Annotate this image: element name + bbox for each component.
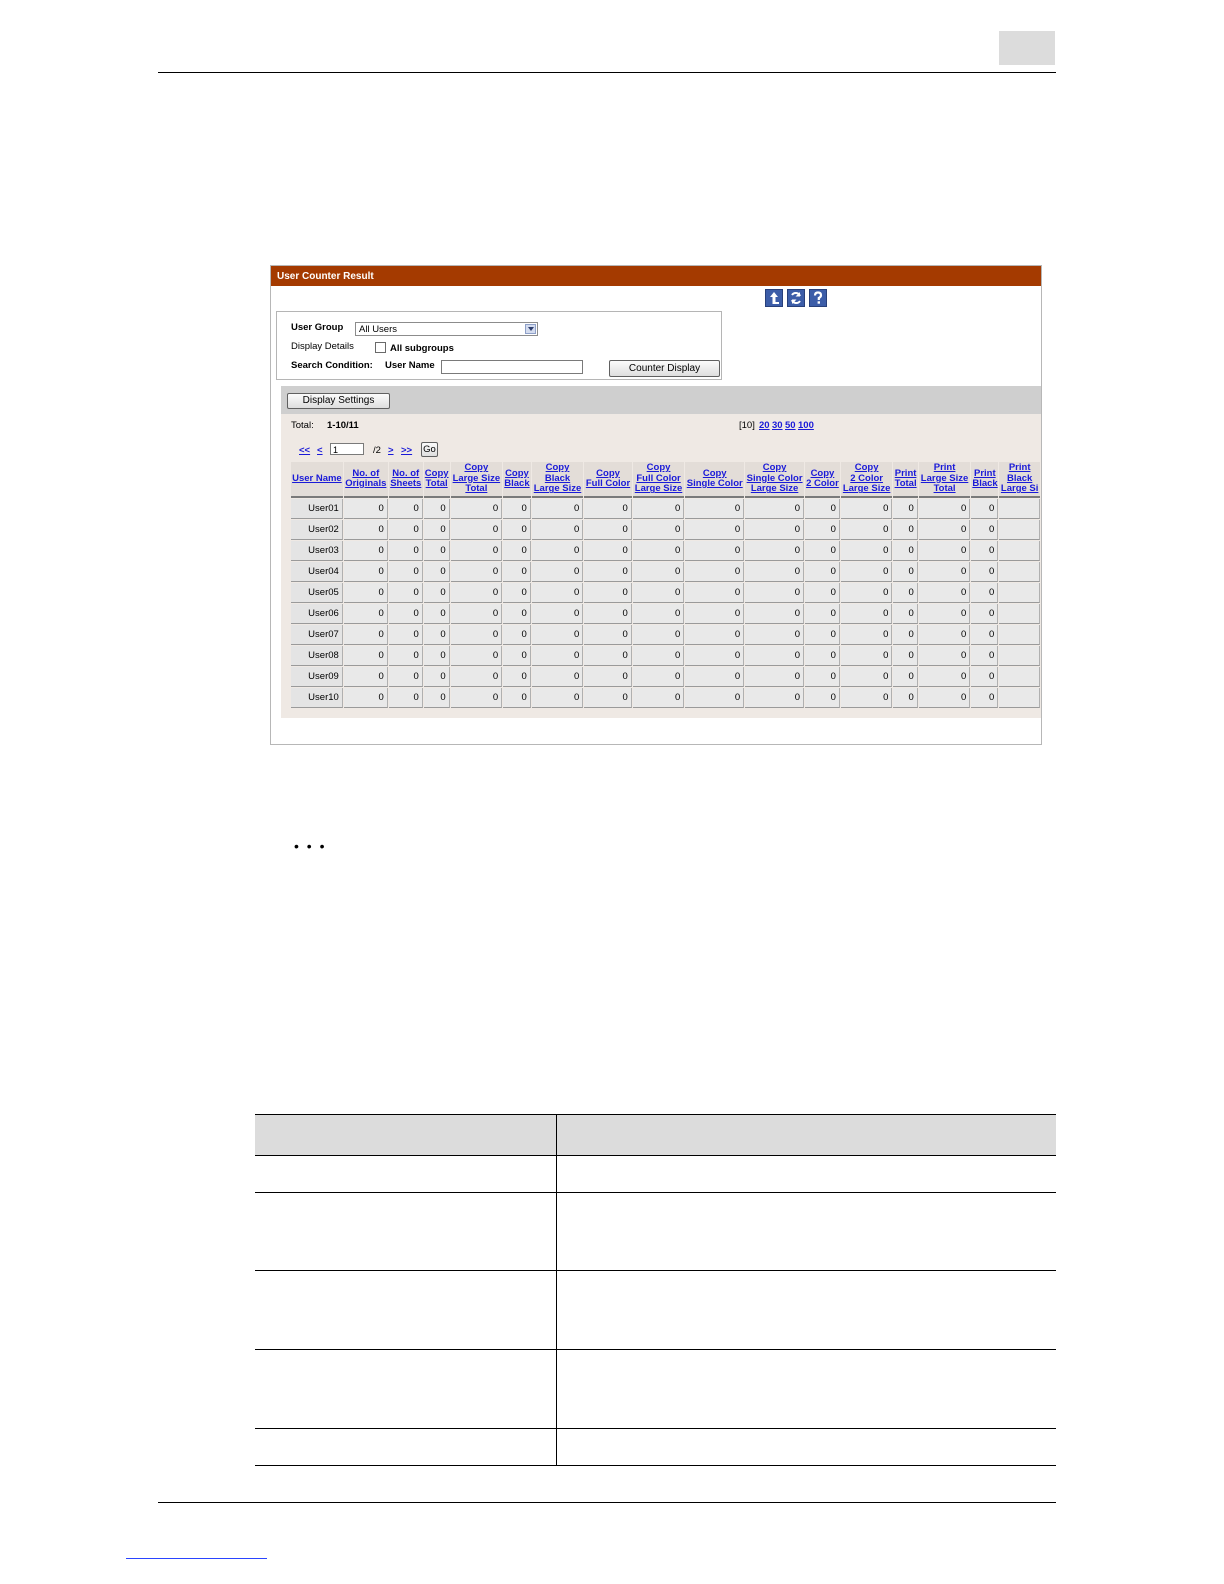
counter-cell: 0 <box>424 604 450 624</box>
counter-cell: 0 <box>841 562 893 582</box>
counter-cell: 0 <box>805 688 840 708</box>
counter-cell: 0 <box>745 625 804 645</box>
counter-cell: 0 <box>503 562 531 582</box>
header-rule <box>158 72 1056 73</box>
counter-cell: 0 <box>745 604 804 624</box>
column-header[interactable] <box>893 462 917 498</box>
counter-cell: 0 <box>389 646 423 666</box>
counter-cell: 0 <box>971 667 998 687</box>
counter-cell: 0 <box>424 520 450 540</box>
column-header[interactable] <box>745 462 804 498</box>
counter-cell <box>999 625 1040 645</box>
counter-cell: 0 <box>919 541 971 561</box>
counter-cell: 0 <box>971 541 998 561</box>
column-header-text: Originals <box>345 478 387 489</box>
counter-cell: 0 <box>685 625 744 645</box>
counter-cell: 0 <box>532 520 584 540</box>
counter-cell: 0 <box>745 688 804 708</box>
per-page-20-link[interactable]: 20 <box>759 420 770 431</box>
counter-cell: 0 <box>503 604 531 624</box>
column-header-text: Print <box>894 467 917 479</box>
per-page-50-link[interactable]: 50 <box>785 420 796 431</box>
counter-cell: 0 <box>805 625 840 645</box>
counter-cell: 0 <box>584 625 632 645</box>
table-row <box>291 646 1040 666</box>
counter-cell: 0 <box>389 541 423 561</box>
go-button[interactable]: Go <box>421 442 438 457</box>
counter-cell: 0 <box>745 520 804 540</box>
column-header-text: Large Size <box>750 483 799 495</box>
column-header-text: Large Size <box>842 483 891 495</box>
prev-page-link[interactable]: < <box>317 445 323 456</box>
counter-cell: 0 <box>841 667 893 687</box>
counter-cell: 0 <box>633 499 685 519</box>
table-row <box>291 541 1040 561</box>
counter-cell: 0 <box>344 625 388 645</box>
column-header[interactable] <box>971 462 998 498</box>
counter-cell: 0 <box>532 646 584 666</box>
counter-cell: 0 <box>532 499 584 519</box>
counter-cell: 0 <box>532 625 584 645</box>
counter-cell: 0 <box>503 688 531 708</box>
counter-cell: 0 <box>805 499 840 519</box>
table-row <box>291 499 1040 519</box>
counter-cell: 0 <box>584 583 632 603</box>
counter-cell: 0 <box>424 541 450 561</box>
doc-table-row <box>255 1271 1056 1350</box>
user-name-cell: User04 <box>291 562 343 582</box>
counter-cell <box>999 499 1040 519</box>
counter-cell: 0 <box>745 562 804 582</box>
counter-cell: 0 <box>841 520 893 540</box>
counter-cell: 0 <box>344 541 388 561</box>
doc-table-row <box>255 1350 1056 1429</box>
counter-cell: 0 <box>685 646 744 666</box>
counter-cell: 0 <box>633 625 685 645</box>
counter-cell: 0 <box>424 646 450 666</box>
column-header-text: Copy <box>854 462 879 474</box>
user-name-cell: User03 <box>291 541 343 561</box>
counter-cell: 0 <box>424 667 450 687</box>
counter-cell: 0 <box>451 604 503 624</box>
table-row <box>291 667 1040 687</box>
column-header[interactable] <box>584 462 632 498</box>
counter-cell: 0 <box>971 520 998 540</box>
table-row <box>291 562 1040 582</box>
column-header-text: Copy <box>545 462 570 474</box>
counter-cell: 0 <box>584 604 632 624</box>
user-name-cell: User05 <box>291 583 343 603</box>
column-header[interactable] <box>841 462 893 498</box>
user-name-input[interactable] <box>441 360 583 374</box>
counter-cell: 0 <box>805 667 840 687</box>
column-header-text: Total <box>894 478 917 489</box>
counter-cell: 0 <box>451 499 503 519</box>
user-name-cell: User06 <box>291 604 343 624</box>
counter-cell: 0 <box>805 583 840 603</box>
search-condition-label: Search Condition: <box>291 360 373 371</box>
counter-cell: 0 <box>532 604 584 624</box>
counter-cell: 0 <box>503 667 531 687</box>
counter-cell: 0 <box>893 688 917 708</box>
doc-table-header <box>255 1115 1056 1156</box>
counter-cell <box>999 604 1040 624</box>
counter-cell: 0 <box>584 520 632 540</box>
counter-cell: 0 <box>532 583 584 603</box>
doc-header-cell <box>255 1115 557 1156</box>
panel-header <box>281 386 1041 414</box>
counter-cell: 0 <box>344 667 388 687</box>
column-header[interactable] <box>532 462 584 498</box>
counter-cell: 0 <box>685 520 744 540</box>
column-header-text: Copy <box>702 467 727 479</box>
column-header[interactable] <box>291 462 343 498</box>
per-page-current: [10] <box>739 420 755 431</box>
counter-cell: 0 <box>344 562 388 582</box>
counter-cell: 0 <box>745 667 804 687</box>
footer-link-underline[interactable] <box>126 1558 267 1559</box>
counter-cell: 0 <box>805 562 840 582</box>
counter-cell: 0 <box>424 499 450 519</box>
counter-cell: 0 <box>633 541 685 561</box>
counter-cell: 0 <box>503 541 531 561</box>
counter-cell: 0 <box>685 583 744 603</box>
total-value: 1-10/11 <box>327 420 359 431</box>
counter-cell: 0 <box>919 583 971 603</box>
counter-cell: 0 <box>344 583 388 603</box>
user-name-cell: User10 <box>291 688 343 708</box>
column-header[interactable] <box>805 462 840 498</box>
header-row <box>291 462 1040 498</box>
counter-cell: 0 <box>919 604 971 624</box>
counter-cell: 0 <box>503 625 531 645</box>
counter-cell: 0 <box>805 541 840 561</box>
column-header-text: Black <box>972 478 998 489</box>
counter-cell: 0 <box>841 604 893 624</box>
counter-cell: 0 <box>893 520 917 540</box>
user-name-cell: User09 <box>291 667 343 687</box>
counter-cell: 0 <box>841 583 893 603</box>
counter-cell: 0 <box>503 499 531 519</box>
counter-cell: 0 <box>745 646 804 666</box>
counter-cell: 0 <box>633 583 685 603</box>
counter-cell: 0 <box>389 667 423 687</box>
counter-cell: 0 <box>841 646 893 666</box>
counter-cell: 0 <box>841 541 893 561</box>
counter-cell: 0 <box>389 583 423 603</box>
counter-cell: 0 <box>919 646 971 666</box>
counter-cell: 0 <box>584 499 632 519</box>
counter-cell: 0 <box>633 667 685 687</box>
column-header-text: Copy <box>505 467 529 479</box>
column-header-text: Large Si <box>1000 483 1039 495</box>
doc-table-row <box>255 1156 1056 1193</box>
counter-cell: 0 <box>971 688 998 708</box>
window-title: User Counter Result <box>271 266 1041 286</box>
total-label: Total: <box>291 420 314 431</box>
counter-cell: 0 <box>685 604 744 624</box>
user-group-select[interactable] <box>355 322 538 336</box>
counter-cell: 0 <box>745 541 804 561</box>
table-row <box>291 583 1040 603</box>
column-header[interactable] <box>999 462 1040 498</box>
column-header-text: Large Size <box>920 472 969 484</box>
counter-cell: 0 <box>451 583 503 603</box>
column-header-text: Large Size <box>452 472 501 484</box>
counter-cell: 0 <box>424 583 450 603</box>
counter-cell: 0 <box>344 499 388 519</box>
counter-cell: 0 <box>424 688 450 708</box>
counter-cell: 0 <box>584 688 632 708</box>
counter-cell: 0 <box>919 499 971 519</box>
counter-cell: 0 <box>503 646 531 666</box>
counter-cell: 0 <box>893 625 917 645</box>
column-header-text: Full Color <box>636 472 681 484</box>
help-icon[interactable] <box>809 289 827 307</box>
counter-cell: 0 <box>344 604 388 624</box>
upload-icon[interactable] <box>765 289 783 307</box>
column-header-text: Full Color <box>585 478 631 489</box>
counter-cell: 0 <box>633 604 685 624</box>
column-header-text: Print <box>933 462 956 474</box>
table-row <box>291 625 1040 645</box>
column-header-text: Black <box>504 478 530 489</box>
counter-cell <box>999 562 1040 582</box>
counter-cell: 0 <box>532 541 584 561</box>
table-row <box>291 604 1040 624</box>
counter-cell: 0 <box>685 667 744 687</box>
search-form <box>276 311 722 380</box>
next-page-link[interactable]: > <box>388 445 394 456</box>
footer-rule <box>158 1502 1056 1503</box>
counter-cell: 0 <box>971 604 998 624</box>
counter-cell: 0 <box>633 520 685 540</box>
user-name-cell: User01 <box>291 499 343 519</box>
column-header[interactable] <box>344 462 388 498</box>
counter-cell: 0 <box>451 646 503 666</box>
counter-cell <box>999 520 1040 540</box>
counter-cell: 0 <box>893 499 917 519</box>
counter-cell: 0 <box>919 667 971 687</box>
counter-cell: 0 <box>745 499 804 519</box>
column-header-text: Print <box>974 467 996 479</box>
counter-cell: 0 <box>971 562 998 582</box>
counter-cell: 0 <box>344 520 388 540</box>
column-header-text: Copy <box>810 467 835 479</box>
counter-cell: 0 <box>805 646 840 666</box>
column-header-text: Large Size <box>533 483 582 495</box>
counter-cell: 0 <box>685 562 744 582</box>
counter-cell: 0 <box>532 562 584 582</box>
counter-cell: 0 <box>971 583 998 603</box>
column-header-text: Sheets <box>390 478 422 489</box>
per-page-100-link[interactable]: 100 <box>798 420 814 431</box>
counter-cell: 0 <box>893 667 917 687</box>
counter-cell: 0 <box>584 646 632 666</box>
counter-display-button[interactable]: Counter Display <box>609 360 720 377</box>
column-header-text: No. of <box>392 467 420 479</box>
counter-cell: 0 <box>389 604 423 624</box>
column-header-text: Copy <box>464 462 489 474</box>
counter-cell: 0 <box>389 688 423 708</box>
counter-cell: 0 <box>451 667 503 687</box>
column-header-text: Large Size <box>634 483 683 495</box>
counter-cell: 0 <box>451 625 503 645</box>
column-header[interactable] <box>503 462 531 498</box>
counter-cell: 0 <box>389 520 423 540</box>
counter-cell: 0 <box>633 562 685 582</box>
counter-cell: 0 <box>805 604 840 624</box>
counter-cell: 0 <box>841 625 893 645</box>
first-page-link[interactable]: << <box>299 445 311 456</box>
column-header-text: Copy <box>646 462 671 474</box>
counter-cell: 0 <box>841 499 893 519</box>
all-subgroups-label: All subgroups <box>390 343 454 354</box>
counter-cell: 0 <box>971 625 998 645</box>
counter-cell: 0 <box>919 562 971 582</box>
counter-cell <box>999 583 1040 603</box>
column-header-text: Total <box>465 483 488 495</box>
counter-cell: 0 <box>451 541 503 561</box>
column-header-text: User Name <box>292 472 342 484</box>
counter-cell: 0 <box>424 625 450 645</box>
counter-cell: 0 <box>584 667 632 687</box>
counter-cell: 0 <box>893 604 917 624</box>
column-header-text: Black <box>544 472 571 484</box>
counter-cell: 0 <box>344 646 388 666</box>
counter-cell: 0 <box>503 583 531 603</box>
doc-table-row <box>255 1193 1056 1271</box>
counter-cell: 0 <box>451 688 503 708</box>
table-body <box>291 499 1040 708</box>
counter-cell: 0 <box>919 520 971 540</box>
counter-cell: 0 <box>503 520 531 540</box>
counter-cell: 0 <box>893 646 917 666</box>
column-header-text: Copy <box>762 462 787 474</box>
chapter-tab <box>999 31 1055 65</box>
user-group-value: All Users <box>359 324 398 335</box>
column-header-text: Single Color <box>746 472 803 484</box>
counter-cell: 0 <box>805 520 840 540</box>
counter-cell: 0 <box>841 688 893 708</box>
chevron-down-icon <box>525 324 536 334</box>
toolbar <box>765 289 827 307</box>
column-header[interactable] <box>389 462 423 498</box>
page-total: /2 <box>373 445 381 456</box>
column-header[interactable] <box>919 462 971 498</box>
display-settings-button[interactable]: Display Settings <box>287 393 390 409</box>
user-name-cell: User08 <box>291 646 343 666</box>
counter-cell: 0 <box>451 520 503 540</box>
user-name-cell: User07 <box>291 625 343 645</box>
counter-cell: 0 <box>893 541 917 561</box>
column-header[interactable] <box>685 462 744 498</box>
counter-cell: 0 <box>389 562 423 582</box>
last-page-link[interactable]: >> <box>401 445 413 456</box>
counter-cell: 0 <box>584 541 632 561</box>
counter-cell <box>999 541 1040 561</box>
counter-cell: 0 <box>389 499 423 519</box>
counter-cell: 0 <box>633 688 685 708</box>
column-header-text: 2 Color <box>806 478 839 489</box>
display-details-label: Display Details <box>291 341 354 352</box>
column-header-text: Copy <box>424 467 449 479</box>
counter-cell: 0 <box>685 541 744 561</box>
counter-cell <box>999 688 1040 708</box>
column-header-text: Total <box>425 478 448 489</box>
counter-cell: 0 <box>633 646 685 666</box>
column-header[interactable] <box>633 462 685 498</box>
user-name-label: User Name <box>385 360 435 371</box>
column-header-text: Black <box>1006 472 1033 484</box>
column-header-text: Total <box>933 483 956 495</box>
user-counter-window <box>270 265 1042 745</box>
counter-table <box>290 461 1041 709</box>
refresh-icon[interactable] <box>787 289 805 307</box>
counter-cell: 0 <box>971 499 998 519</box>
counter-cell: 0 <box>532 688 584 708</box>
counter-cell <box>999 667 1040 687</box>
counter-cell: 0 <box>919 688 971 708</box>
table-row <box>291 520 1040 540</box>
note-ellipsis: • • • <box>294 838 327 854</box>
doc-header-cell <box>557 1115 1057 1156</box>
result-panel <box>281 386 1041 718</box>
counter-cell <box>999 646 1040 666</box>
column-header-text: Single Color <box>686 478 743 489</box>
counter-cell: 0 <box>532 667 584 687</box>
column-header[interactable] <box>424 462 450 498</box>
column-header-text: Print <box>1008 462 1031 474</box>
counter-cell: 0 <box>685 688 744 708</box>
column-header-text: No. of <box>352 467 380 479</box>
all-subgroups-checkbox[interactable] <box>375 342 386 353</box>
column-header-text: Copy <box>596 467 620 479</box>
counter-cell: 0 <box>893 562 917 582</box>
per-page-30-link[interactable]: 30 <box>772 420 783 431</box>
counter-cell: 0 <box>584 562 632 582</box>
column-header[interactable] <box>451 462 503 498</box>
column-header-text: 2 Color <box>850 472 883 484</box>
counter-cell: 0 <box>745 583 804 603</box>
counter-cell: 0 <box>893 583 917 603</box>
counter-cell: 0 <box>424 562 450 582</box>
counter-cell: 0 <box>344 688 388 708</box>
user-name-cell: User02 <box>291 520 343 540</box>
counter-cell: 0 <box>971 646 998 666</box>
counter-cell: 0 <box>451 562 503 582</box>
user-group-label: User Group <box>291 322 344 333</box>
counter-cell: 0 <box>389 625 423 645</box>
doc-table-row <box>255 1429 1056 1466</box>
table-row <box>291 688 1040 708</box>
counter-cell: 0 <box>919 625 971 645</box>
counter-cell: 0 <box>685 499 744 519</box>
page-number-input[interactable]: 1 <box>330 443 364 455</box>
description-table <box>255 1114 1056 1466</box>
